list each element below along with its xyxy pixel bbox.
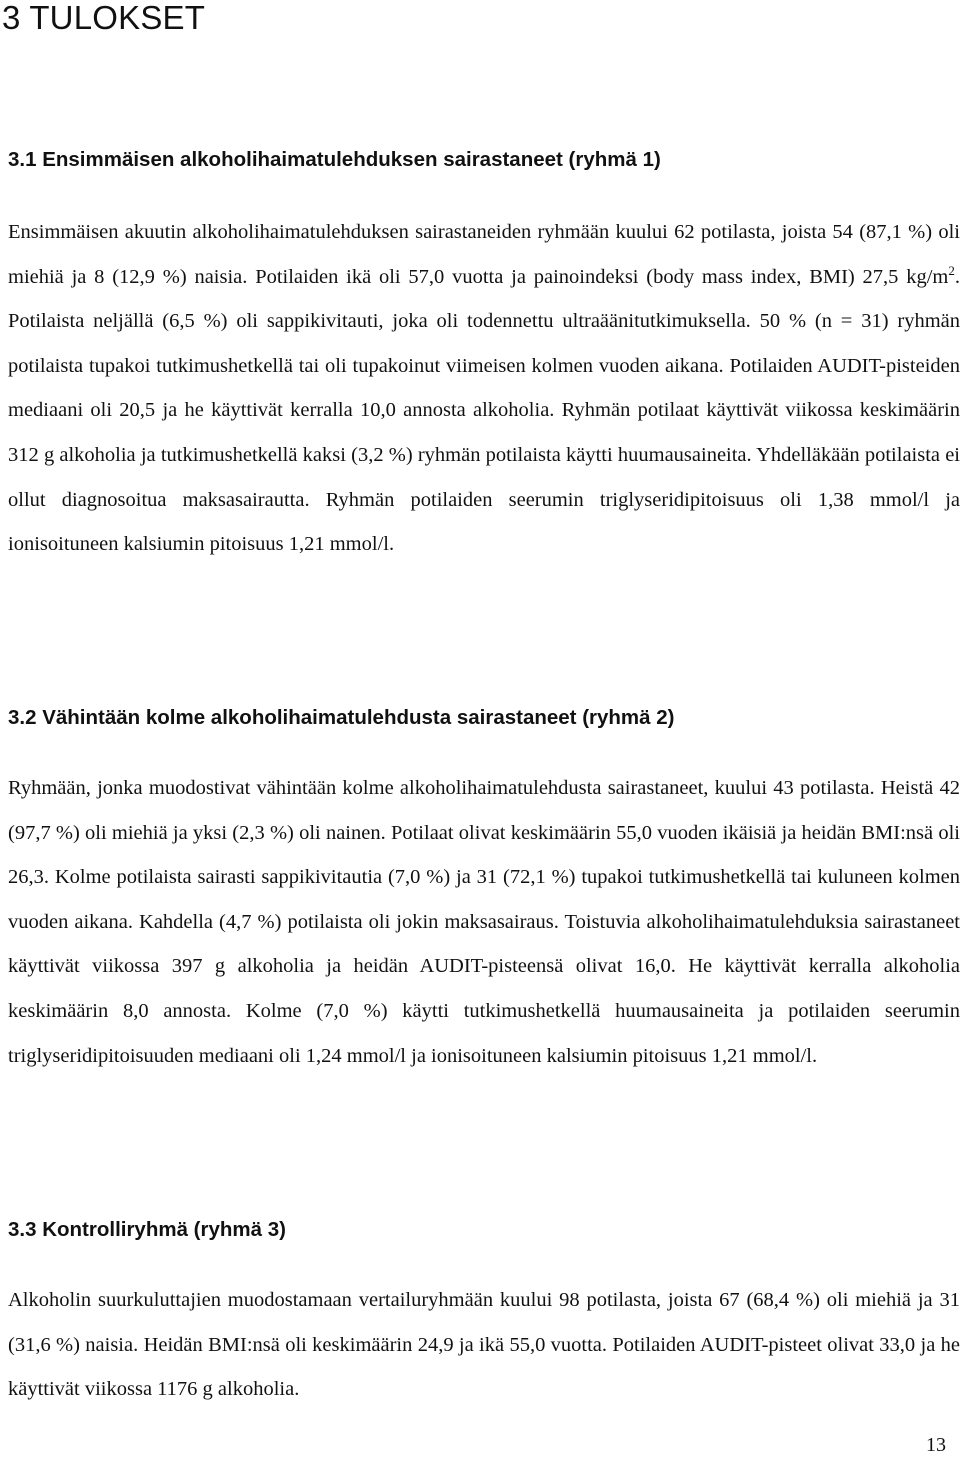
paragraph-text: . Potilaista neljällä (6,5 %) oli sappikivitauti, joka oli todennettu ultraäänitutkimuksella. 50 % (n = 31) ryhmän potilaista tupakoi tutkimushetkellä tai oli tupakoinut viimeisen kolmen vuoden aikana. Potilaiden AUDIT-pisteiden mediaani oli 20,5 ja he käyttivät kerralla 10,0 annosta alkoholia. Ryhmän potilaat käyttivät viikossa keskimäärin 312 g alkoholia ja tutkimushetkellä kaksi (3,2 %) ryhmän potilaista käytti huumausaineita. Yhdelläkään potilaista ei ollut diagnosoitua maksasairautta. Ryhmän potilaiden seerumin triglyseridipitoisuus oli 1,38 mmol/l ja ionisoituneen kalsiumin pitoisuus 1,21 mmol/l. xyxy=(8,265,960,556)
section-paragraph-3-2: Ryhmään, jonka muodostivat vähintään kolme alkoholihaimatulehdusta sairastaneet, kuului 43 potilasta. Heistä 42 (97,7 %) oli miehiä ja yksi (2,3 %) oli nainen. Potilaat olivat keskimäärin 55,0 vuoden ikäisiä ja heidän BMI:nsä oli 26,3. Kolme potilaista sairasti sappikivitautia (7,0 %) ja 31 (72,1 %) tupakoi tutkimushetkellä tai kuluneen kolmen vuoden aikana. Kahdella (4,7 %) potilaista oli jokin maksasairaus. Toistuvia alkoholihaimatulehduksia sairastaneet käyttivät viikossa 397 g alkoholia ja heidän AUDIT-pisteensä olivat 16,0. He käyttivät kerralla alkoholia keskimäärin 8,0 annosta. Kolme (7,0 %) käytti tutkimushetkellä huumausaineita ja potilaiden seerumin triglyseridipitoisuuden mediaani oli 1,24 mmol/l ja ionisoituneen kalsiumin pitoisuus 1,21 mmol/l. xyxy=(8,777,960,1067)
section-heading-3-1: 3.1 Ensimmäisen alkoholihaimatulehduksen sairastaneet (ryhmä 1) xyxy=(8,148,661,171)
superscript: 2 xyxy=(948,262,955,278)
page-number: 13 xyxy=(926,1434,946,1456)
paragraph-text: Ensimmäisen akuutin alkoholihaimatulehduksen sairastaneiden ryhmään kuului 62 potilasta, joista 54 (87,1 %) oli miehiä ja 8 (12,9 %) naisia. Potilaiden ikä oli 57,0 vuotta ja painoindeksi (body mass index, BMI) 27,5 kg/m xyxy=(8,221,960,288)
section-paragraph-3-1 xyxy=(8,210,960,567)
section-heading-3-3: 3.3 Kontrolliryhmä (ryhmä 3) xyxy=(8,1218,286,1241)
section-paragraph-3-3: Alkoholin suurkuluttajien muodostamaan vertailuryhmään kuului 98 potilasta, joista 67 (68,4 %) oli miehiä ja 31 (31,6 %) naisia. Heidän BMI:nsä oli keskimäärin 24,9 ja ikä 55,0 vuotta. Potilaiden AUDIT-pisteet olivat 33,0 ja he käyttivät viikossa 1176 g alkoholia. xyxy=(8,1289,960,1401)
chapter-title: 3 TULOKSET xyxy=(2,0,206,36)
section-heading-3-2: 3.2 Vähintään kolme alkoholihaimatulehdusta sairastaneet (ryhmä 2) xyxy=(8,706,675,729)
